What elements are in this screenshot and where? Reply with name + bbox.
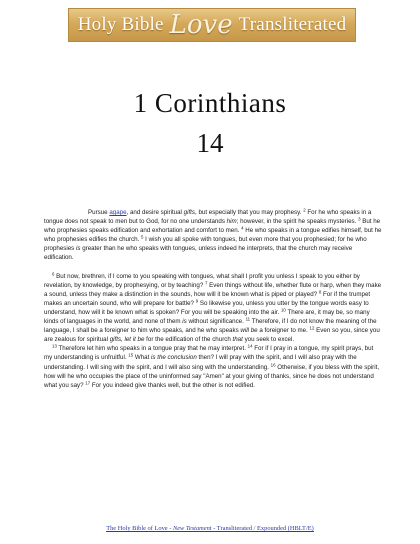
paragraph-2 xyxy=(44,272,382,345)
verse-text: For you indeed give thanks well, but the other is not edified. xyxy=(90,381,255,389)
verse-text: for the edification of the church xyxy=(144,336,233,344)
verse-number: 9 xyxy=(195,298,199,304)
verse-number: 12 xyxy=(309,325,315,331)
verse-text: For if the trumpet makes an uncertain sound, who will prepare for battle? xyxy=(44,290,371,307)
italic-text: is xyxy=(76,245,81,253)
verse-text: then? I will pray with the spirit, and I will also pray with the understanding. I will sing with the spirit, and I will also sing with the understanding. xyxy=(44,354,357,371)
verse-text: Even so you, since you are zealous for spiritual xyxy=(44,327,380,344)
verse-number: 15 xyxy=(128,352,134,358)
book-title: 1 Corinthians xyxy=(133,88,287,118)
verse-text: Even things without life, whether flute or harp, when they make a sound, unless they make a distinction in the sounds, how will it be known what is piped or played? xyxy=(44,281,382,298)
italic-text: gifts, let it be xyxy=(109,336,145,344)
banner-text-love: Love xyxy=(169,10,233,40)
verse-text: What xyxy=(133,354,152,362)
verse-number: 10 xyxy=(280,307,286,313)
verse-number: 17 xyxy=(85,380,91,386)
agape-link[interactable]: agape xyxy=(109,209,127,216)
verse-text: He who speaks in a tongue edifies himself, but he who prophesies edifies the church. xyxy=(44,227,382,244)
italic-text: him xyxy=(226,218,237,226)
verse-number: 16 xyxy=(270,361,276,367)
verse-text: But now, brethren, if I come to you speaking with tongues, what shall I profit you unless I speak to you either by revelation, by knowledge, by prophesying, or by teaching? xyxy=(44,272,360,289)
footer-part: The Holy Bible of Love - xyxy=(106,525,173,532)
italic-text: is xyxy=(182,318,187,326)
verse-number: 11 xyxy=(245,316,251,322)
italic-text: gifts xyxy=(183,209,195,216)
verse-number: 6 xyxy=(52,270,55,276)
chapter-text xyxy=(44,208,382,390)
verse-number: 8 xyxy=(318,289,322,295)
verse-text: So likewise you, unless you utter by the tongue words easy to understand, how will it be known what is spoken? For you will be speaking into the air. xyxy=(44,299,369,316)
chapter-number: 14 xyxy=(196,128,224,158)
verse-number: 7 xyxy=(204,280,208,286)
verse-text: Otherwise, if you bless with the spirit, how will he who occupies the place of the uninformed say "Amen" at your giving of thanks, since he does not understand what you say? xyxy=(44,363,380,389)
verse-text: For if I pray in a tongue, my spirit prays, but my understanding is unfruitful. xyxy=(44,345,374,362)
verse-text: For he who speaks in a tongue does not speak to men but to God, for no one understands xyxy=(44,209,372,226)
footer-link[interactable] xyxy=(0,525,420,532)
paragraph-3 xyxy=(44,344,382,389)
verse-number: 4 xyxy=(241,225,244,231)
banner-text-holy-bible: Holy Bible xyxy=(77,14,164,35)
verse-text: you seek to excel. xyxy=(242,336,295,344)
verse-text: There are, it may be, so many kinds of languages in the world, and none of them xyxy=(44,308,370,326)
verse-number: 2 xyxy=(303,207,306,213)
footer-part: - Transliterated / Expounded (HBLT/E) xyxy=(211,525,314,532)
verse-text: , and desire spiritual xyxy=(126,209,184,216)
verse-text: , but especially that you may prophesy. xyxy=(195,209,304,216)
header-banner xyxy=(68,8,356,42)
verse-text: without significance. xyxy=(186,318,246,326)
italic-text: will be xyxy=(240,327,258,335)
verse-text: But he who prophesies speaks edification and exhortation and comfort to men. xyxy=(44,218,381,235)
verse-text: Therefore let him who speaks in a tongue pray that he may interpret. xyxy=(56,345,248,353)
verse-text: a foreigner to me. xyxy=(257,327,310,335)
footer-italic: New Testament xyxy=(172,525,212,532)
verse-text: Pursue xyxy=(88,209,110,216)
paragraph-1 xyxy=(44,208,382,263)
verse-text: I wish you all spoke with tongues, but even more that you prophesied; for he who prophesies xyxy=(44,236,367,253)
banner-text-transliterated: Transliterated xyxy=(238,14,347,35)
verse-text: ; however, in the spirit he speaks mysteries. xyxy=(236,218,359,226)
verse-number: 14 xyxy=(247,343,253,349)
verse-number: 3 xyxy=(358,216,361,222)
verse-number: 13 xyxy=(52,343,57,349)
italic-text: that xyxy=(232,336,243,344)
verse-text: greater than he who speaks with tongues, unless indeed he interprets, that the church may receive edification. xyxy=(44,245,353,262)
italic-text: is the conclusion xyxy=(151,354,197,362)
verse-number: 5 xyxy=(141,234,144,240)
verse-text: Therefore, if I do not know the meaning of the language, I shall be a foreigner to him who speaks, and he who speaks xyxy=(44,318,377,335)
footer-text xyxy=(106,525,314,532)
